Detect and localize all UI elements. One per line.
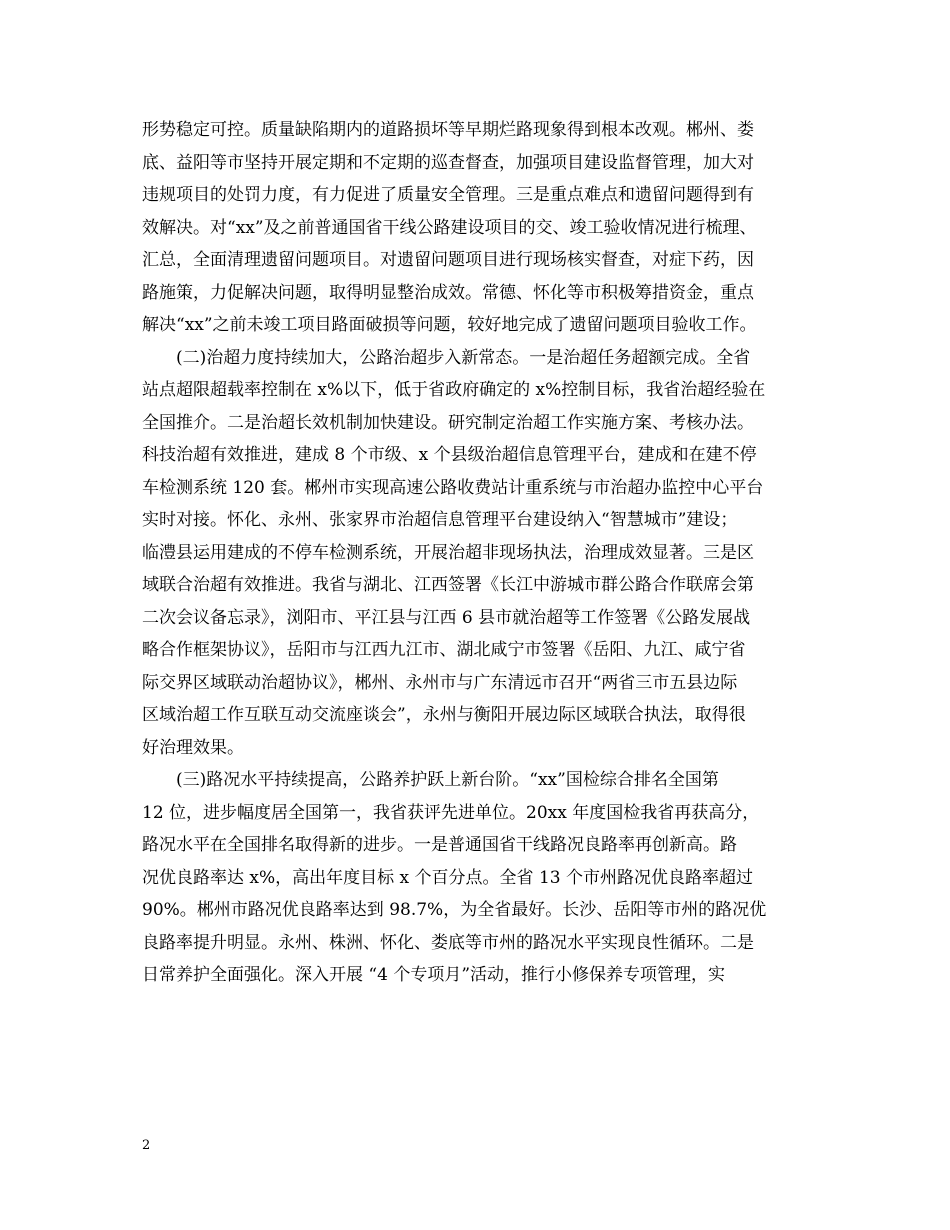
text-line: 效解决。对“xx”及之前普通国省干线公路建设项目的交、竣工验收情况进行梳理、 bbox=[142, 217, 757, 238]
text-line: 域联合治超有效推进。我省与湖北、江西签署《长江中游城市群公路合作联席会第 bbox=[142, 575, 754, 595]
text-line: 实时对接。怀化、永州、张家界市治超信息管理平台建设纳入“智慧城市”建设； bbox=[142, 510, 738, 530]
text-line: 路况水平在全国排名取得新的进步。一是普通国省干线路况良路率再创新高。路 bbox=[142, 835, 737, 855]
paragraph-heading-line: (二)治超力度持续加大，公路治超步入新常态。一是治超任务超额完成。全省 bbox=[176, 347, 751, 368]
text-line: 全国推介。二是治超长效机制加快建设。研究制定治超工作实施方案、考核办法。 bbox=[142, 412, 754, 433]
text-line: 解决“xx”之前未竣工项目路面破损等问题，较好地完成了遗留问题项目验收工作。 bbox=[142, 315, 757, 335]
text-line: 际交界区域联动治超协议》，郴州、永州市与广东清远市召开“两省三市五县边际 bbox=[142, 672, 738, 693]
text-line: 临澧县运用建成的不停车检测系统，开展治超非现场执法，治理成效显著。三是区 bbox=[142, 542, 754, 563]
text-line: 90%。郴州市路况优良路率达到 98.7%，为全省最好。长沙、岳阳等市州的路况优 bbox=[142, 900, 767, 920]
text-line: 形势稳定可控。质量缺陷期内的道路损坏等早期烂路现象得到根本改观。郴州、娄 bbox=[142, 120, 754, 140]
text-line: 汇总，全面清理遗留问题项目。对遗留问题项目进行现场核实督查，对症下药，因 bbox=[142, 250, 754, 270]
text-line: 日常养护全面强化。深入开展 “4 个专项月”活动，推行小修保养专项管理，实 bbox=[142, 965, 726, 985]
page-number: 2 bbox=[142, 1138, 151, 1153]
text-line: 良路率提升明显。永州、株洲、怀化、娄底等市州的路况水平实现良性循环。二是 bbox=[142, 932, 754, 953]
text-line: 科技治超有效推进，建成 8 个市级、x 个县级治超信息管理平台，建成和在建不停 bbox=[142, 445, 757, 465]
paragraph-heading-line: (三)路况水平持续提高，公路养护跃上新台阶。“xx”国检综合排名全国第 bbox=[176, 770, 719, 790]
text-line: 好治理效果。 bbox=[142, 737, 244, 758]
document-body bbox=[142, 114, 824, 992]
text-line: 路施策，力促解决问题，取得明显整治成效。常德、怀化等市积极筹措资金，重点 bbox=[142, 282, 754, 303]
text-line: 站点超限超载率控制在 x%以下，低于省政府确定的 x%控制目标，我省治超经验在 bbox=[142, 380, 766, 400]
text-line: 略合作框架协议》，岳阳市与江西九江市、湖北咸宁市签署《岳阳、九江、咸宁省 bbox=[142, 640, 746, 660]
text-line: 区域治超工作互联互动交流座谈会”，永州与衡阳开展边际区域联合执法，取得很 bbox=[142, 705, 746, 725]
text-line: 二次会议备忘录》，浏阳市、平江县与江西 6 县市就治超等工作签署《公路发展战 bbox=[142, 607, 751, 628]
text-line: 车检测系统 120 套。郴州市实现高速公路收费站计重系统与市治超办监控中心平台 bbox=[142, 477, 764, 498]
text-line: 违规项目的处罚力度，有力促进了质量安全管理。三是重点难点和遗留问题得到有 bbox=[142, 185, 754, 205]
text-line: 底、益阳等市坚持开展定期和不定期的巡查督查，加强项目建设监督管理，加大对 bbox=[142, 152, 754, 173]
text-line: 况优良路率达 x%，高出年度目标 x 个百分点。全省 13 个市州路况优良路率超过 bbox=[142, 867, 753, 888]
text-line: 12 位，进步幅度居全国第一，我省获评先进单位。20xx 年度国检我省再获高分， bbox=[142, 802, 760, 823]
